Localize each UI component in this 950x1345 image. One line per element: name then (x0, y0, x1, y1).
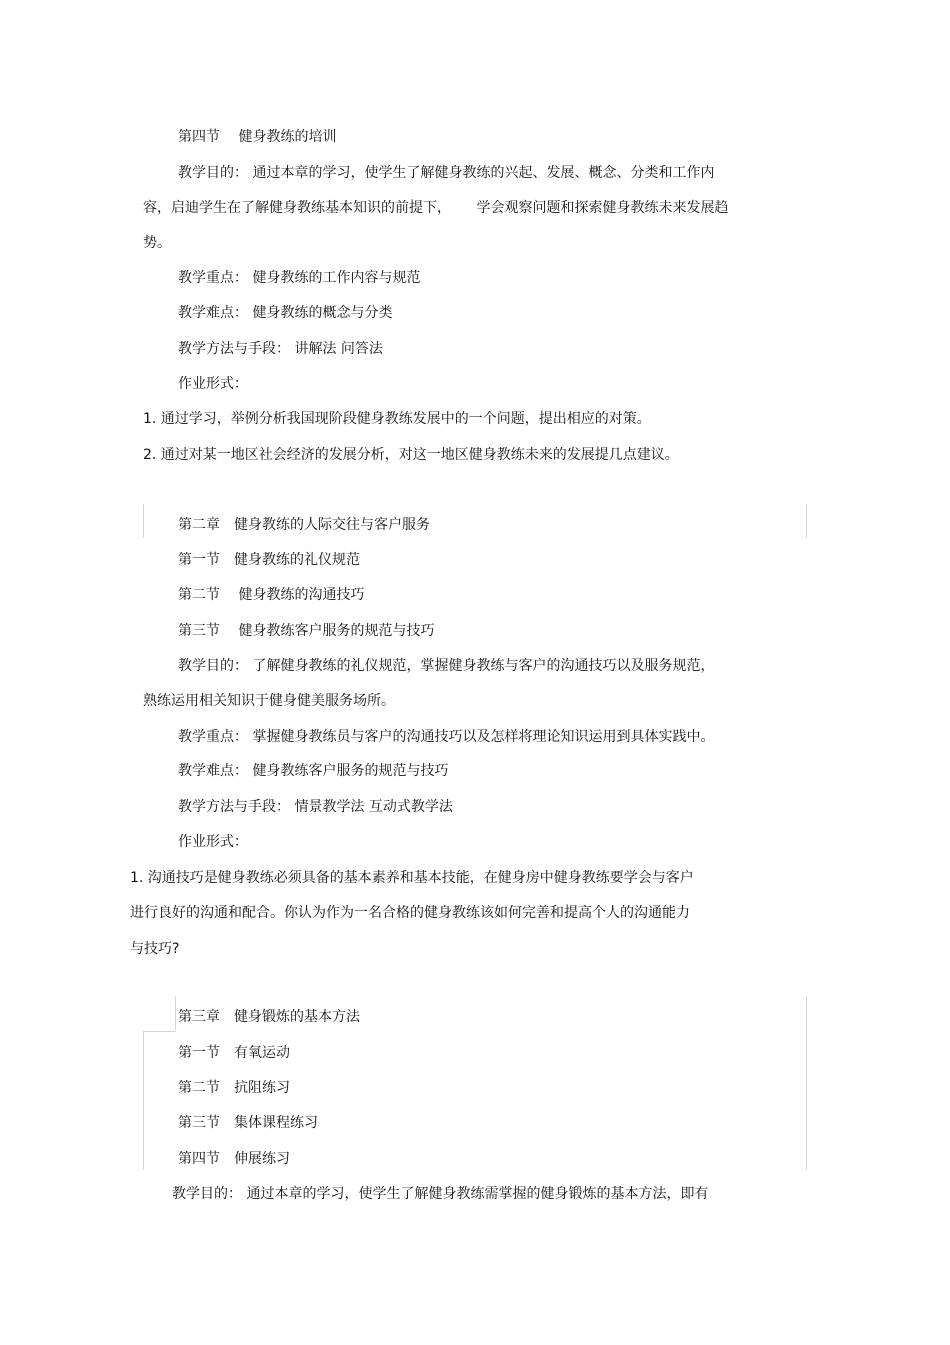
chapter-frame-right-rule (806, 996, 807, 1170)
teaching-objective-line: 熟练运用相关知识于健身健美服务场所。 (143, 693, 395, 709)
homework-item: 进行良好的沟通和配合。你认为作为一名合格的健身教练该如何完善和提高个人的沟通能力 (130, 905, 690, 921)
section-heading: 第三节 集体课程练习 (178, 1115, 318, 1131)
chapter-frame-right-rule (806, 504, 807, 538)
homework-label: 作业形式： (178, 834, 248, 850)
chapter-title: 第二章 健身教练的人际交往与客户服务 (178, 517, 430, 533)
teaching-objective-line: 教学目的： 通过本章的学习，使学生了解健身教练的兴起、发展、概念、分类和工作内 (178, 165, 715, 181)
teaching-key-points: 教学重点： 掌握健身教练员与客户的沟通技巧以及怎样将理论知识运用到具体实践中。 (178, 729, 715, 745)
teaching-difficulties: 教学难点： 健身教练客户服务的规范与技巧 (178, 763, 449, 779)
homework-item: 1. 通过学习，举例分析我国现阶段健身教练发展中的一个问题，提出相应的对策。 (143, 411, 651, 427)
section-heading: 第三节 健身教练客户服务的规范与技巧 (178, 623, 435, 639)
teaching-objective-line: 容，启迪学生在了解健身教练基本知识的前提下， 学会观察问题和探索健身教练未来发展趋 (143, 200, 729, 216)
section-heading: 第四节 伸展练习 (178, 1151, 290, 1167)
homework-label: 作业形式： (178, 376, 248, 392)
section-heading: 第一节 健身教练的礼仪规范 (178, 552, 360, 568)
chapter-frame-left-rule (143, 504, 144, 538)
section-heading: 第二节 抗阻练习 (178, 1080, 290, 1096)
chapter-frame-top-rule (143, 1031, 176, 1032)
chapter-frame-inner-rule (175, 996, 176, 1030)
teaching-difficulties: 教学难点： 健身教练的概念与分类 (178, 305, 393, 321)
homework-item: 2. 通过对某一地区社会经济的发展分析，对这一地区健身教练未来的发展提几点建议。 (143, 447, 679, 463)
teaching-methods: 教学方法与手段： 情景教学法 互动式教学法 (178, 799, 453, 815)
section-heading: 第二节 健身教练的沟通技巧 (178, 587, 365, 603)
chapter-frame-left-rule (143, 1032, 144, 1170)
teaching-methods: 教学方法与手段： 讲解法 问答法 (178, 341, 383, 357)
homework-item: 与技巧? (130, 941, 180, 957)
teaching-objective-line: 教学目的： 了解健身教练的礼仪规范，掌握健身教练与客户的沟通技巧以及服务规范， (178, 658, 715, 674)
teaching-objective-line: 教学目的： 通过本章的学习，使学生了解健身教练需掌握的健身锻炼的基本方法，即有 (172, 1186, 709, 1202)
teaching-objective-line: 势。 (143, 235, 171, 251)
teaching-key-points: 教学重点： 健身教练的工作内容与规范 (178, 270, 421, 286)
section-heading: 第一节 有氧运动 (178, 1045, 290, 1061)
chapter-title: 第三章 健身锻炼的基本方法 (178, 1009, 360, 1025)
section-heading: 第四节 健身教练的培训 (178, 129, 337, 145)
homework-item: 1. 沟通技巧是健身教练必须具备的基本素养和基本技能，在健身房中健身教练要学会与客户 (130, 870, 694, 886)
